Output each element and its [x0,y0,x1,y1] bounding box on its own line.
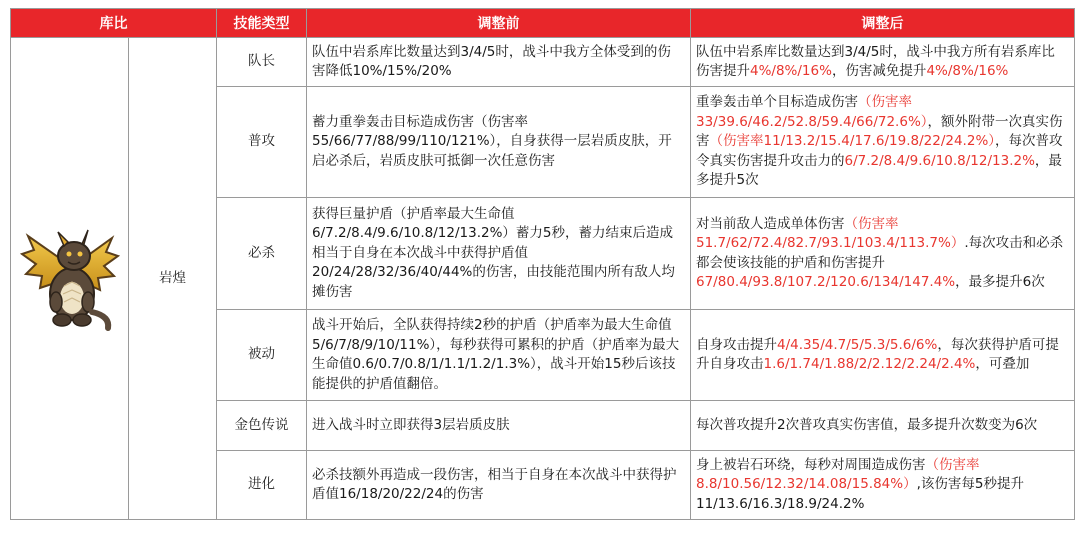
skill-type: 金色传说 [217,401,307,451]
header-kubi: 库比 [11,9,217,38]
highlighted-value: 1.6/1.74/1.88/2/2.12/2.24/2.4% [763,356,976,372]
cell-text: ，每次获得护盾可提升自身攻击 [696,336,1059,372]
highlighted-value: （伤害率33/39.6/46.2/52.8/59.4/66/72.6%） [696,94,928,130]
cell-text: 每次普攻提升2次普攻真实伤害值，最多提升次数变为6次 [696,416,1038,433]
header-skill-type: 技能类型 [217,9,307,38]
character-image-cell [11,38,129,520]
highlighted-value: （伤害率8.8/10.56/12.32/14.08/15.84%） [696,456,980,493]
header-before: 调整前 [307,9,691,38]
cell-text: ，伤害减免提升 [831,63,927,79]
before-cell [307,87,691,198]
after-cell [691,310,1075,401]
highlighted-value: 67/80.4/93.8/107.2/120.6/134/147.4% [696,274,956,290]
cell-text: 必杀技额外再造成一段伤害，相当于自身在本次战斗中获得护盾值16/18/20/22/24的伤害 [312,466,677,502]
skill-type: 进化 [217,451,307,520]
cell-text: ，最多提升5次 [696,152,1062,189]
highlighted-value: （伤害率51.7/62/72.4/82.7/93.1/103.4/113.7%） [696,215,965,251]
header-row [11,9,1075,38]
before-cell [307,38,691,87]
cell-text: 战斗开始后，全队获得持续2秒的护盾（护盾率为最大生命值5/6/7/8/9/10/11%），每秒获得可累积的护盾（护盾率为最大生命值0.6/0.7/0.8/1/1.1/1.2/1.3%），战斗开始15秒后该技能提供的护盾值翻倍。 [312,317,680,392]
cell-text: ,该伤害每5秒提升11/13.6/16.3/18.9/24.2% [696,476,1024,512]
before-cell [307,451,691,520]
skill-comparison-table [10,8,1075,520]
rock-dragon-icon [20,224,120,334]
skill-type: 普攻 [217,87,307,198]
character-name: 岩煌 [129,38,217,520]
before-cell [307,401,691,451]
highlighted-value: （伤害率11/13.2/15.4/17.6/19.8/22/24.2%） [709,133,996,150]
skill-type: 必杀 [217,198,307,310]
header-after: 调整后 [691,9,1075,38]
highlighted-value: 4%/8%/16% [750,63,832,79]
before-cell [307,198,691,310]
cell-text: ，最多提升6次 [955,274,1045,290]
after-cell [691,451,1075,520]
cell-text: 蓄力重拳轰击目标造成伤害（伤害率55/66/77/88/99/110/121%），自身获得一层岩质皮肤，开启必杀后，岩质皮肤可抵御一次任意伤害 [312,113,672,169]
after-cell [691,38,1075,87]
cell-text: 自身攻击提升 [696,336,777,353]
skill-type: 队长 [217,38,307,87]
cell-text: 对当前敌人造成单体伤害 [696,215,845,232]
cell-text: 进入战斗时立即获得3层岩质皮肤 [312,416,510,433]
table-row [11,38,1075,87]
after-cell [691,87,1075,198]
cell-text: 获得巨量护盾（护盾率最大生命值6/7.2/8.4/9.6/10.8/12/13.2%）蓄力5秒，蓄力结束后造成相当于自身在本次战斗中获得护盾值20/24/28/32/36/40/44%的伤害，由技能范围内所有敌人均摊伤害 [312,205,675,300]
highlighted-value: 4/4.35/4.7/5/5.3/5.6/6% [777,336,938,353]
highlighted-value: 6/7.2/8.4/9.6/10.8/12/13.2% [844,152,1035,169]
cell-text: 重拳轰击单个目标造成伤害 [696,94,858,111]
cell-text: ，可叠加 [975,356,1030,372]
cell-text: ，额外附带一次真实伤害 [696,113,1063,150]
highlighted-value: 4%/8%/16% [926,63,1009,79]
after-cell [691,198,1075,310]
skill-type: 被动 [217,310,307,401]
cell-text: 身上被岩石环绕，每秒对周围造成伤害 [696,456,926,473]
after-cell [691,401,1075,451]
cell-text: 队伍中岩系库比数量达到3/4/5时，战斗中我方全体受到的伤害降低10%/15%/20% [312,43,671,79]
cell-text: .每次攻击和必杀都会使该技能的护盾和伤害提升 [696,235,1064,271]
cell-text: ，每次普攻令真实伤害提升攻击力的 [696,133,1063,169]
cell-text: 队伍中岩系库比数量达到3/4/5时，战斗中我方所有岩系库比伤害提升 [696,43,1055,79]
before-cell [307,310,691,401]
